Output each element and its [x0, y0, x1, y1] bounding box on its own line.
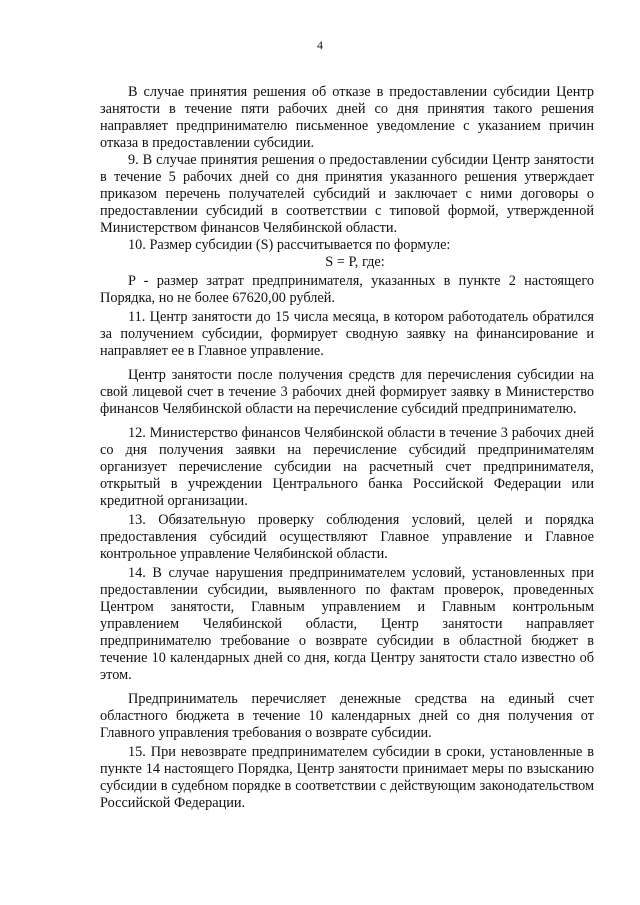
paragraph-clause-9: 9. В случае принятия решения о предоставлении субсидии Центр занятости в течение 5 рабочих дней со дня принятия указанного решения утверждает приказом перечень получателей субсидий и заключает с ними договоры о предоставлении субсидий в соответствии с типовой формой, утвержденной Министерством финансов Челябинской области. — [100, 152, 594, 236]
paragraph-clause-10: 10. Размер субсидии (S) рассчитывается по формуле: — [128, 237, 451, 253]
paragraph-clause-12: 12. Министерство финансов Челябинской области в течение 3 рабочих дней со дня получения заявки на перечисление субсидий предпринимателям организует перечисление субсидии на расчетный счет предпринимателя, открытый в учреждении Центрального банка Российской Федерации или кредитной организации. — [100, 425, 594, 509]
paragraph-clause-13: 13. Обязательную проверку соблюдения условий, целей и порядка предоставления субсидий осуществляют Главное управление и Главное контрольное управление Челябинской области. — [100, 512, 594, 562]
paragraph-clause-11: 11. Центр занятости до 15 числа месяца, в котором работодатель обратился за получением субсидии, формирует сводную заявку на финансирование и направляет ее в Главное управление. — [100, 309, 594, 359]
paragraph-clause-15: 15. При невозврате предпринимателем субсидии в сроки, установленные в пункте 14 настоящего Порядка, Центр занятости принимает меры по взысканию субсидии в судебном порядке в соответствии с действующим законодательством Российской Федерации. — [100, 744, 594, 811]
document-body — [100, 84, 594, 812]
paragraph-refusal-notice: В случае принятия решения об отказе в предоставлении субсидии Центр занятости в течение пяти рабочих дней со дня принятия такого решения направляет предпринимателю письменное уведомление с указанием причин отказа в предоставлении субсидии. — [100, 84, 594, 151]
paragraph-clause-14: 14. В случае нарушения предпринимателем условий, установленных при предоставлении субсидии, выявленного по фактам проверок, проведенных Центром занятости, Главным управлением и Главным контрольным управлением Челябинской области, Центр занятости направляет предпринимателю требование о возврате субсидии в областной бюджет в течение 10 календарных дней со дня, когда Центру занятости стало известно об этом. — [100, 565, 594, 683]
paragraph-formula-definition: P - размер затрат предпринимателя, указанных в пункте 2 настоящего Порядка, но не более 67620,00 рублей. — [100, 273, 594, 306]
formula-line: S = P, где: — [325, 254, 385, 270]
paragraph-clause-11-continued: Центр занятости после получения средств для перечисления субсидии на свой лицевой счет в течение 3 рабочих дней формирует заявку в Министерство финансов Челябинской области на перечисление субсидий предпринимателю. — [100, 367, 594, 417]
page-number: 4 — [317, 38, 323, 52]
paragraph-clause-14-continued: Предприниматель перечисляет денежные средства на единый счет областного бюджета в течение 10 календарных дней со дня получения от Главного управления требования о возврате субсидии. — [100, 691, 594, 741]
